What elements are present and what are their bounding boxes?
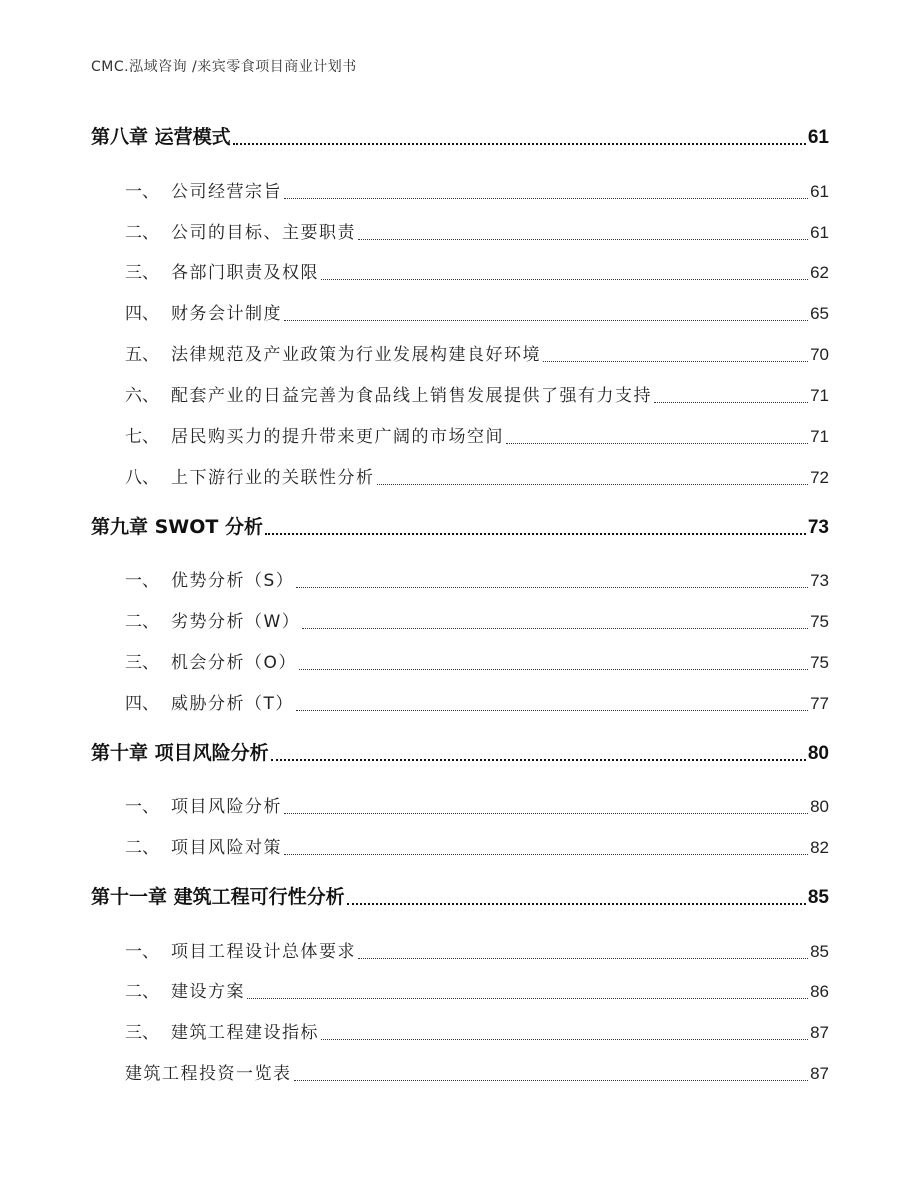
- page-number: 80: [810, 797, 829, 816]
- dot-leader: [265, 520, 806, 539]
- dot-leader: [296, 574, 808, 591]
- page-number: 87: [810, 1064, 829, 1083]
- toc-section-11-1[interactable]: [125, 937, 829, 962]
- page-number: 65: [810, 304, 829, 323]
- toc-section-8-3[interactable]: [125, 258, 829, 283]
- toc-chapter-8[interactable]: [91, 122, 829, 149]
- toc-section-10-1[interactable]: [125, 792, 829, 817]
- page-number: 82: [810, 838, 829, 857]
- dot-leader: [271, 746, 806, 765]
- page-number: 72: [810, 468, 829, 487]
- dot-leader: [321, 1026, 808, 1043]
- dot-leader: [294, 1067, 809, 1084]
- dot-leader: [296, 697, 808, 714]
- toc-chapter-11[interactable]: [91, 882, 829, 909]
- page-number: 86: [810, 982, 829, 1001]
- section-number: 五、: [125, 345, 159, 365]
- dot-leader: [284, 307, 808, 324]
- entry-title: 建筑工程投资一览表: [125, 1064, 292, 1084]
- toc-section-8-5[interactable]: [125, 340, 829, 365]
- toc-chapter-9[interactable]: [91, 512, 829, 539]
- section-number: 三、: [125, 263, 159, 283]
- section-title: 建筑工程建设指标: [171, 1023, 319, 1043]
- section-title: 项目工程设计总体要求: [171, 942, 356, 962]
- toc-section-8-8[interactable]: [125, 463, 829, 488]
- page-number: 77: [810, 694, 829, 713]
- toc-section-8-6[interactable]: [125, 381, 829, 406]
- dot-leader: [247, 985, 808, 1002]
- section-number: 二、: [125, 982, 159, 1002]
- toc-section-11-3[interactable]: [125, 1018, 829, 1043]
- section-title: 项目风险对策: [171, 838, 282, 858]
- page-number: 73: [810, 571, 829, 590]
- page-number: 85: [810, 942, 829, 961]
- section-number: 四、: [125, 694, 159, 714]
- dot-leader: [543, 348, 808, 365]
- section-number: 七、: [125, 427, 159, 447]
- page-number: 87: [810, 1023, 829, 1042]
- section-title: 项目风险分析: [171, 797, 282, 817]
- running-header: CMC.泓域咨询 /来宾零食项目商业计划书: [91, 59, 357, 75]
- section-number: 二、: [125, 838, 159, 858]
- dot-leader: [654, 389, 808, 406]
- dot-leader: [284, 800, 808, 817]
- dot-leader: [284, 841, 808, 858]
- section-number: 三、: [125, 653, 159, 673]
- toc-section-11-2[interactable]: [125, 977, 829, 1002]
- section-number: 六、: [125, 386, 159, 406]
- dot-leader: [358, 945, 808, 962]
- section-title: 优势分析（S）: [171, 571, 295, 591]
- chapter-title: 第八章 运营模式: [91, 126, 231, 148]
- dot-leader: [302, 615, 808, 632]
- section-title: 居民购买力的提升带来更广阔的市场空间: [171, 427, 504, 447]
- section-title: 建设方案: [171, 982, 245, 1002]
- chapter-title: 第十章 项目风险分析: [91, 742, 269, 764]
- section-title: 上下游行业的关联性分析: [171, 468, 375, 488]
- section-number: 四、: [125, 304, 159, 324]
- dot-leader: [321, 266, 808, 283]
- toc-chapter-10[interactable]: [91, 738, 829, 765]
- page-number: 61: [810, 223, 829, 242]
- section-title: 法律规范及产业政策为行业发展构建良好环境: [171, 345, 541, 365]
- dot-leader: [377, 471, 809, 488]
- toc-section-8-4[interactable]: [125, 299, 829, 324]
- chapter-title: 第十一章 建筑工程可行性分析: [91, 886, 345, 908]
- page-number: 85: [807, 887, 829, 908]
- toc-section-9-3[interactable]: [125, 648, 829, 673]
- page-number: 75: [810, 653, 829, 672]
- chapter-title: 第九章 SWOT 分析: [91, 516, 263, 538]
- section-title: 财务会计制度: [171, 304, 282, 324]
- toc-section-8-7[interactable]: [125, 422, 829, 447]
- toc-section-9-4[interactable]: [125, 689, 829, 714]
- page-number: 61: [810, 182, 829, 201]
- section-number: 一、: [125, 942, 159, 962]
- toc-entry-investment-table[interactable]: [125, 1059, 829, 1084]
- section-title: 配套产业的日益完善为食品线上销售发展提供了强有力支持: [171, 386, 652, 406]
- toc-section-8-1[interactable]: [125, 177, 829, 202]
- page-number: 75: [810, 612, 829, 631]
- section-title: 公司经营宗旨: [171, 182, 282, 202]
- page-number: 71: [810, 386, 829, 405]
- dot-leader: [506, 430, 808, 447]
- section-number: 三、: [125, 1023, 159, 1043]
- section-title: 劣势分析（W）: [171, 612, 301, 632]
- section-title: 威胁分析（T）: [171, 694, 294, 714]
- section-title: 机会分析（O）: [171, 653, 297, 673]
- dot-leader: [284, 185, 808, 202]
- toc-section-9-1[interactable]: [125, 566, 829, 591]
- page-number: 80: [807, 743, 829, 764]
- section-number: 八、: [125, 468, 159, 488]
- section-number: 一、: [125, 797, 159, 817]
- dot-leader: [299, 656, 808, 673]
- dot-leader: [347, 890, 806, 909]
- section-number: 二、: [125, 223, 159, 243]
- page-number: 61: [807, 127, 829, 148]
- section-number: 二、: [125, 612, 159, 632]
- toc-section-10-2[interactable]: [125, 833, 829, 858]
- page-number: 73: [807, 517, 829, 538]
- dot-leader: [233, 130, 806, 149]
- section-title: 公司的目标、主要职责: [171, 223, 356, 243]
- toc-section-8-2[interactable]: [125, 218, 829, 243]
- section-number: 一、: [125, 571, 159, 591]
- page-number: 70: [810, 345, 829, 364]
- section-title: 各部门职责及权限: [171, 263, 319, 283]
- page-number: 71: [810, 427, 829, 446]
- dot-leader: [358, 226, 808, 243]
- toc-section-9-2[interactable]: [125, 607, 829, 632]
- section-number: 一、: [125, 182, 159, 202]
- page-number: 62: [810, 263, 829, 282]
